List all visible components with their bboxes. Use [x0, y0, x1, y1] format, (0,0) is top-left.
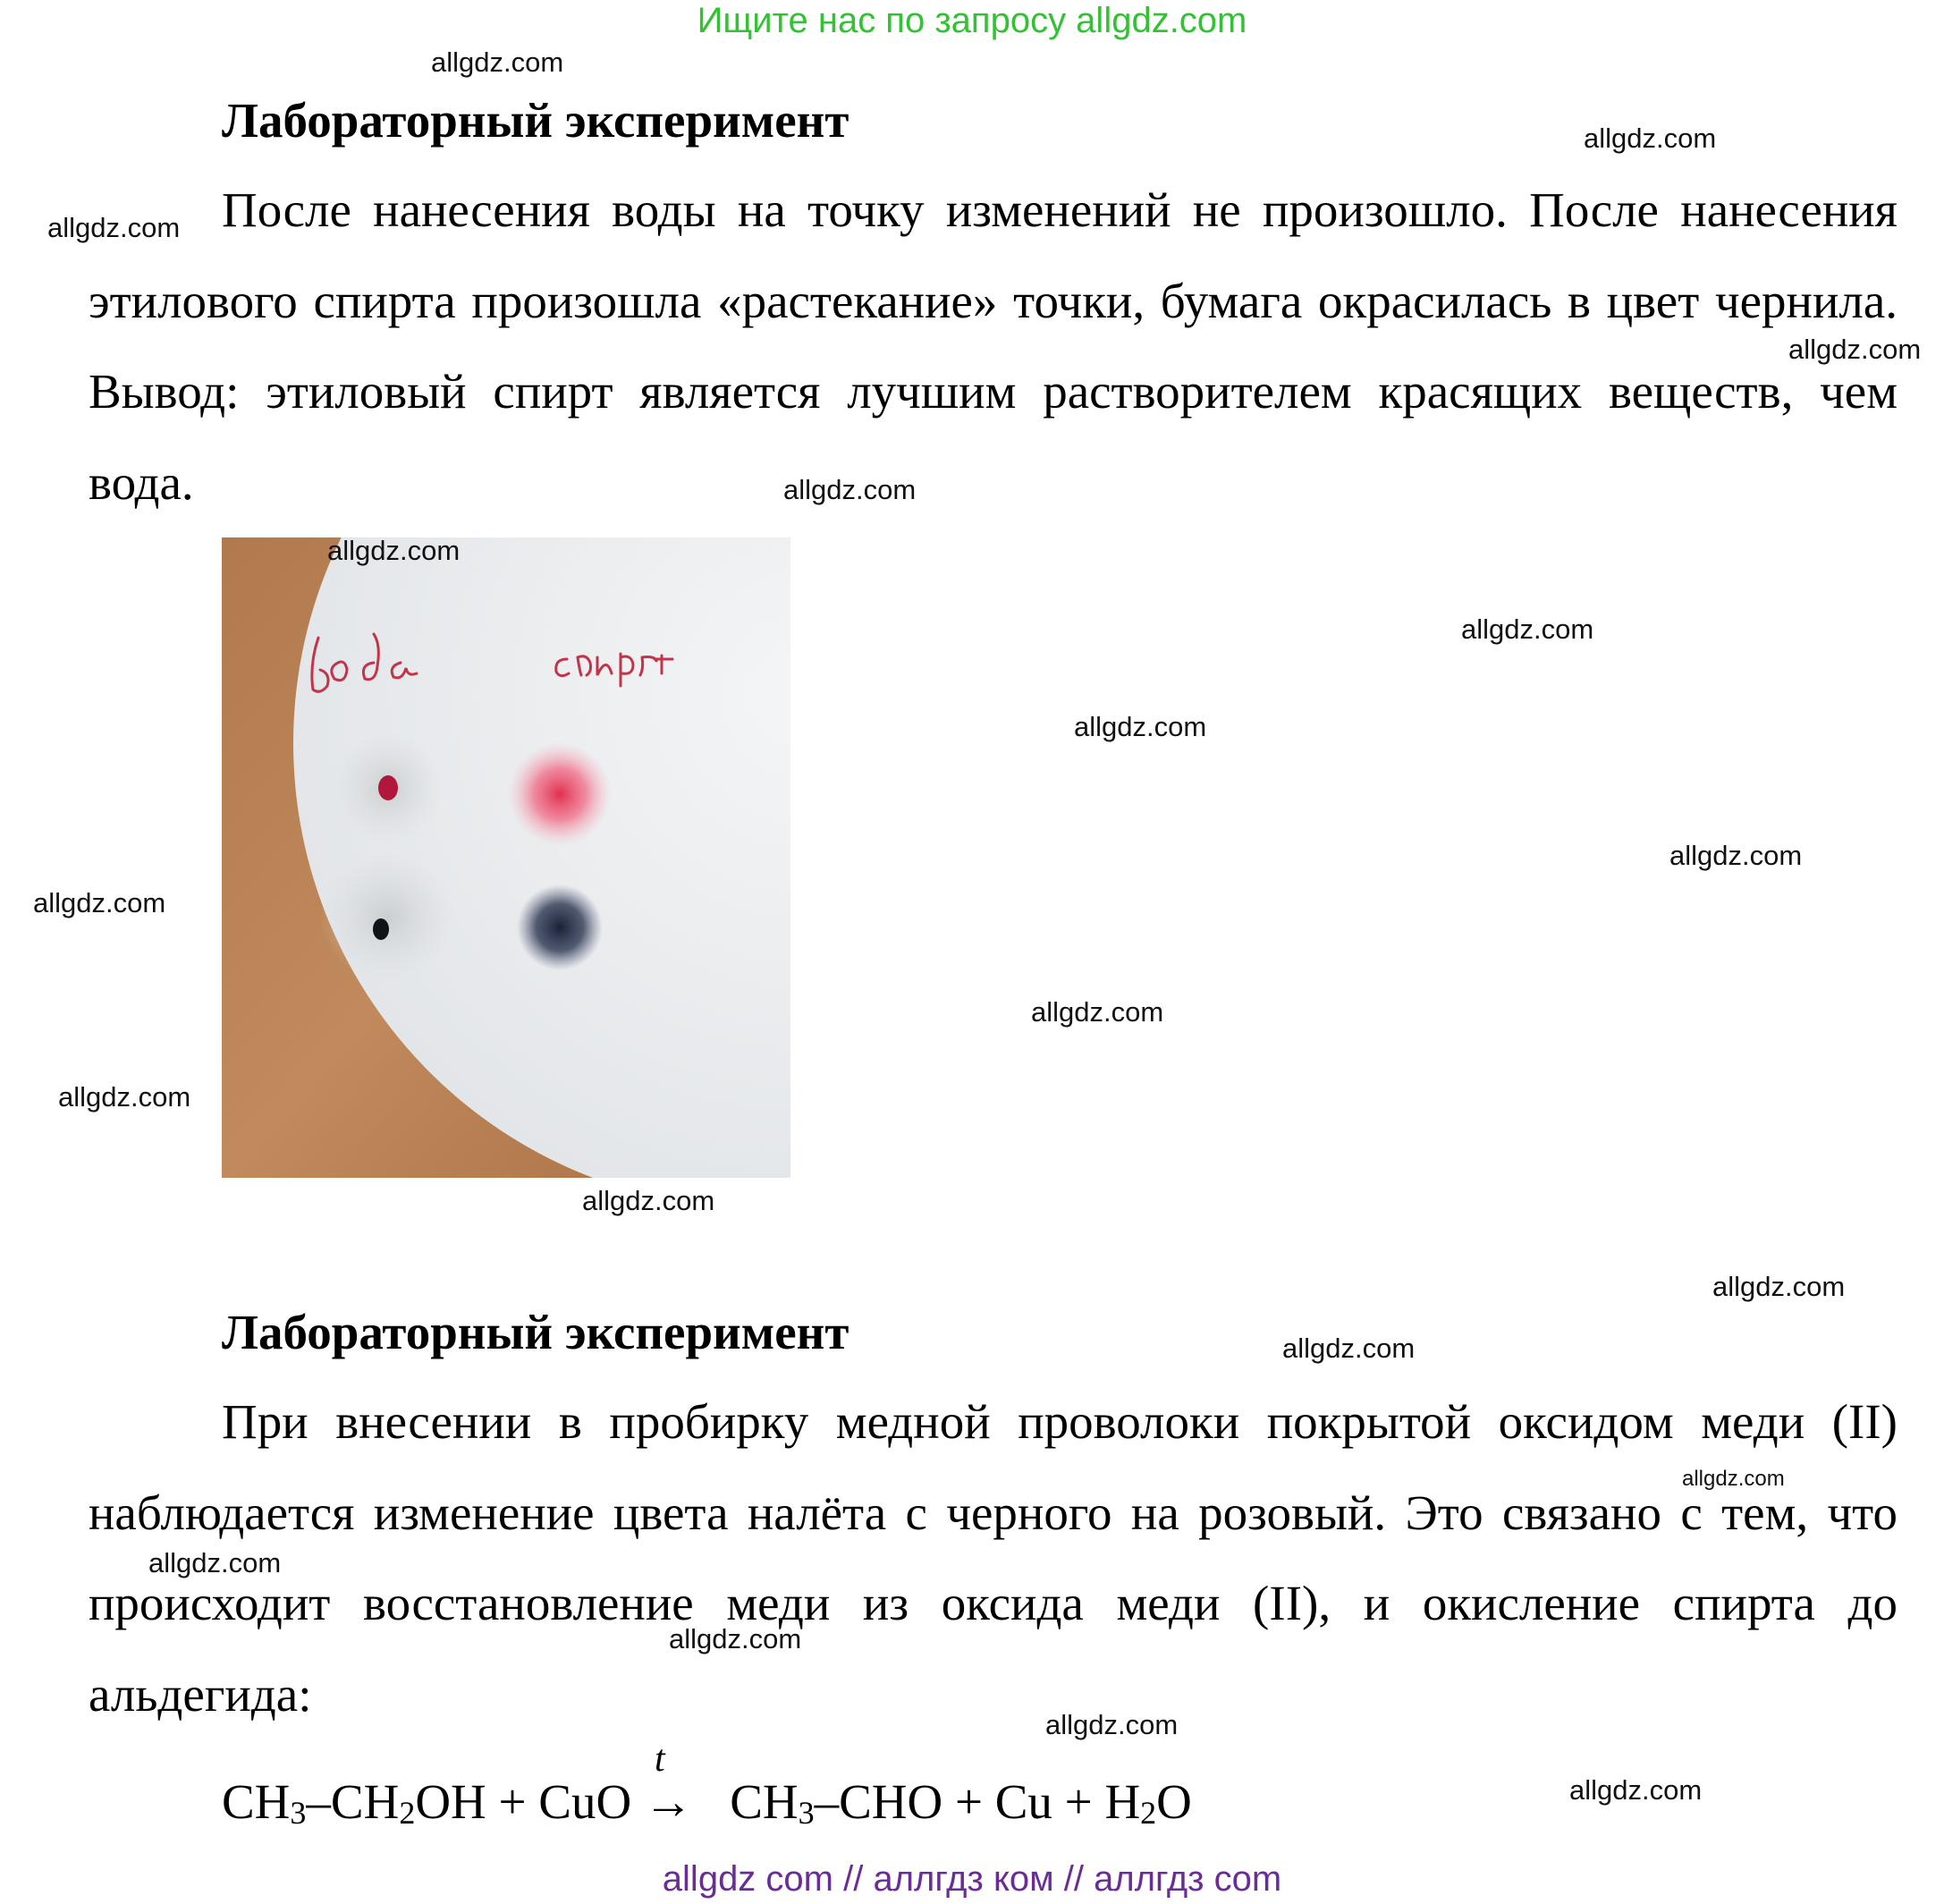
- watermark: allgdz.com: [1282, 1333, 1416, 1364]
- water-red-dot: [378, 775, 398, 800]
- watermark: allgdz.com: [1569, 1774, 1703, 1806]
- watermark: allgdz.com: [1712, 1271, 1846, 1302]
- watermark: allgdz.com: [148, 1547, 282, 1578]
- alcohol-pink-blot: [508, 742, 612, 846]
- eq-rhs-2-sub: 2: [1140, 1795, 1157, 1831]
- watermark: allgdz.com: [1045, 1709, 1179, 1740]
- watermark: allgdz.com: [327, 535, 461, 566]
- watermark: allgdz.com: [1669, 840, 1803, 871]
- top-banner[interactable]: Ищите нас по запросу allgdz.com: [697, 1, 1247, 40]
- eq-lhs-1-sub: 3: [290, 1795, 307, 1831]
- watermark: allgdz.com: [1074, 711, 1207, 742]
- eq-rhs-2: –CHO + Cu + H: [814, 1774, 1141, 1829]
- watermark: allgdz.com: [1682, 1467, 1785, 1491]
- water-black-dot: [373, 918, 389, 940]
- eq-lhs-1: CH: [222, 1774, 291, 1829]
- arrow-glyph: →: [643, 1774, 693, 1829]
- section-2-heading: Лабораторный эксперимент: [222, 1305, 849, 1359]
- watermark: allgdz.com: [47, 212, 181, 243]
- reaction-condition: t: [654, 1739, 665, 1780]
- watermark: allgdz.com: [1584, 123, 1717, 154]
- eq-rhs-1-sub: 3: [798, 1795, 815, 1831]
- eq-lhs-2-sub: 2: [399, 1795, 416, 1831]
- alcohol-blue-blot: [517, 884, 603, 970]
- footer-links[interactable]: allgdz com // аллгдз ком // аллгдз com: [662, 1859, 1282, 1899]
- watermark: allgdz.com: [1461, 614, 1594, 645]
- watermark: allgdz.com: [669, 1623, 802, 1654]
- eq-lhs-2: –CH: [306, 1774, 400, 1829]
- reaction-arrow: [643, 1739, 693, 1833]
- reaction-equation: [222, 1739, 1192, 1833]
- section-2-paragraph: При внесении в пробирку медной проволоки покрытой оксидом меди (II) наблюдается изменение цвета налёта с черного на розовый. Это связано с тем, что происходит восстановление меди из оксида меди (II), и окисление спирта до альдегида:: [89, 1394, 1898, 1722]
- watermark: allgdz.com: [783, 474, 917, 505]
- eq-rhs-3: O: [1156, 1774, 1192, 1829]
- section-1-paragraph: После нанесения воды на точку изменений не произошло. После нанесения этилового спирта произошла «растекание» точки, бумага окрасилась в цвет чернила. Вывод: этиловый спирт является лучшим растворителем красящих веществ, чем вода.: [89, 182, 1898, 510]
- eq-rhs-1: CH: [730, 1774, 799, 1829]
- watermark: allgdz.com: [1788, 334, 1922, 365]
- water-wet-spot-bottom: [320, 852, 456, 981]
- eq-lhs-3: OH + CuO: [415, 1774, 632, 1829]
- section-1-heading: Лабораторный эксперимент: [222, 93, 849, 148]
- experiment-photo: [222, 537, 790, 1178]
- watermark: allgdz.com: [58, 1081, 191, 1113]
- watermark: allgdz.com: [582, 1185, 715, 1216]
- watermark: allgdz.com: [431, 47, 564, 78]
- watermark: allgdz.com: [33, 887, 166, 918]
- watermark: allgdz.com: [1031, 996, 1164, 1028]
